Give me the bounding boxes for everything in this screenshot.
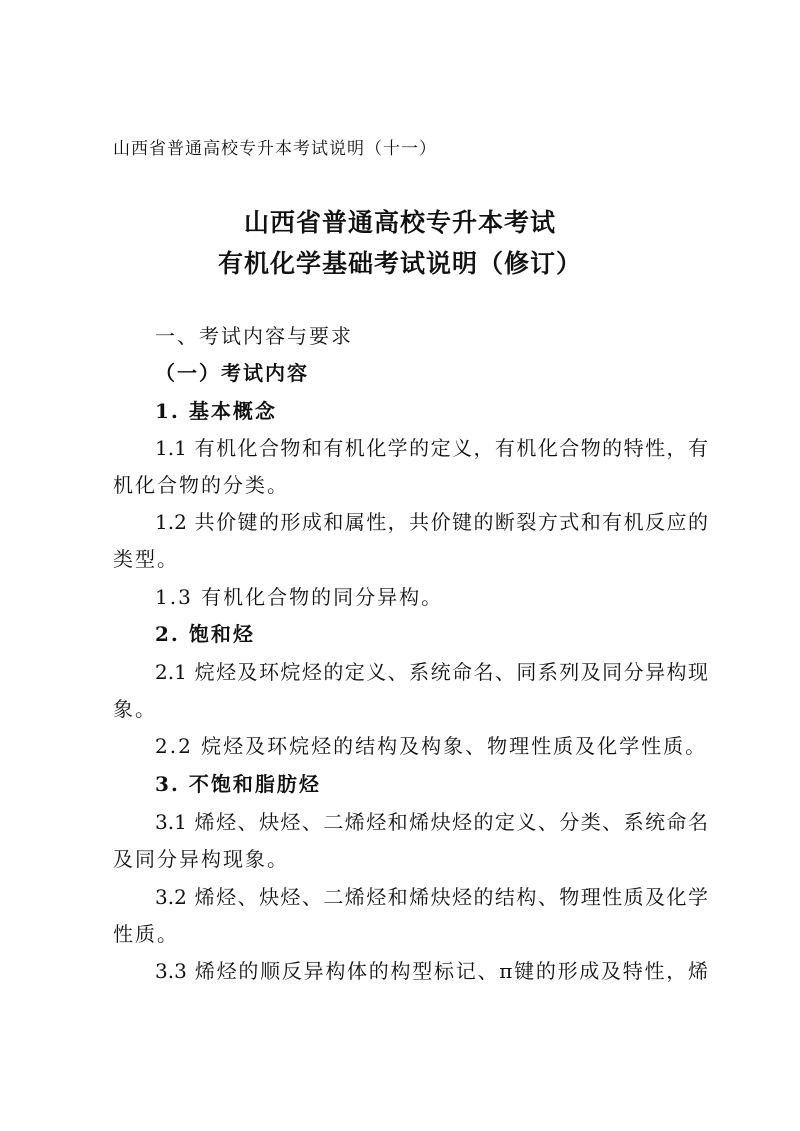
subsection-heading: （一）考试内容 [155,361,309,385]
item-3-2-line-2: 性质。 [113,922,179,946]
document-title-line-2: 有机化学基础考试说明（修订） [217,249,582,278]
section-heading: 一、考试内容与要求 [155,324,353,348]
item-3-1-line-2: 及同分异构现象。 [113,847,289,871]
topic-heading-saturated-hydrocarbons: 2. 饱和烃 [155,622,255,646]
item-1-3-line-1: 1.3 有机化合物的同分异构。 [155,585,444,609]
topic-heading-unsaturated-hydrocarbons: 3. 不饱和脂肪烃 [155,772,321,796]
item-2-1-line-1: 2.1 烷烃及环烷烃的定义、系统命名、同系列及同分异构现 [155,660,708,684]
item-1-2-line-1: 1.2 共价键的形成和属性，共价键的断裂方式和有机反应的 [155,510,708,534]
topic-heading-basic-concepts: 1. 基本概念 [155,399,277,423]
item-1-1-line-2: 机化合物的分类。 [113,473,289,497]
item-1-1-line-1: 1.1 有机化合物和有机化学的定义，有机化合物的特性，有 [155,436,708,460]
document-title-line-1: 山西省普通高校专升本考试 [243,208,556,237]
item-3-1-line-1: 3.1 烯烃、炔烃、二烯烃和烯炔烃的定义、分类、系统命名 [155,810,708,834]
item-1-2-line-2: 类型。 [113,547,179,571]
item-2-1-line-2: 象。 [113,697,157,721]
item-2-2-line-1: 2.2 烷烃及环烷烃的结构及构象、物理性质及化学性质。 [155,734,708,758]
item-3-2-line-1: 3.2 烯烃、炔烃、二烯烃和烯炔烃的结构、物理性质及化学 [155,885,708,909]
header-note: 山西省普通高校专升本考试说明（十一） [113,139,437,159]
item-3-3-line-1: 3.3 烯烃的顺反异构体的构型标记、π键的形成及特性，烯 [155,959,708,983]
